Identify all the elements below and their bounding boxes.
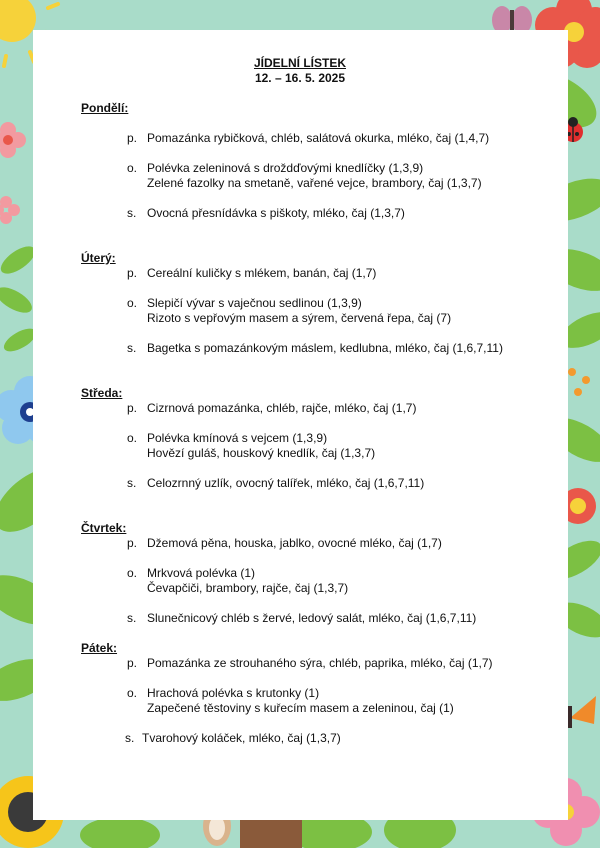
meal-line: Hrachová polévka s krutonky (1) [147,686,320,700]
flower-icon [0,122,26,158]
meal-letter: p. [127,401,138,415]
day-heading: Středa: [81,386,123,400]
meal-line: Cizrnová pomazánka, chléb, rajče, mléko, čaj (1,7) [147,401,417,415]
meal-letter: s. [127,476,137,490]
meal-line: Celozrnný uzlík, ovocný talířek, mléko, čaj (1,6,7,11) [147,476,425,490]
meal-letter: p. [127,266,138,280]
meal-line: Pomazánka rybičková, chléb, salátová okurka, mléko, čaj (1,4,7) [147,131,490,145]
meal-letter: o. [127,566,138,580]
meal-line: Rizoto s vepřovým masem a sýrem, červená řepa, čaj (7) [147,311,452,325]
meal-line: Slepičí vývar s vaječnou sedlinou (1,3,9) [147,296,362,310]
meal-letter: s. [125,731,135,745]
meal-line: Bagetka s pomazánkovým máslem, kedlubna, mléko, čaj (1,6,7,11) [147,341,503,355]
meal-line: Pomazánka ze strouhaného sýra, chléb, paprika, mléko, čaj (1,7) [147,656,493,670]
meal-line: Ovocná přesnídávka s piškoty, mléko, čaj (1,3,7) [147,206,405,220]
meal-line: Čevapčiči, brambory, rajče, čaj (1,3,7) [147,581,349,595]
meal-letter: o. [127,686,138,700]
meal-letter: p. [127,131,138,145]
meal-letter: p. [127,536,138,550]
meal-letter: p. [127,656,138,670]
day-heading: Pondělí: [81,101,129,115]
meal-letter: o. [127,161,138,175]
menu-title: JÍDELNÍ LÍSTEK [253,56,346,70]
meal-line: Zelené fazolky na smetaně, vařené vejce, brambory, čaj (1,3,7) [147,176,482,190]
day-heading: Úterý: [81,251,116,265]
meal-letter: s. [127,341,137,355]
meal-letter: s. [127,206,137,220]
meal-letter: s. [127,611,137,625]
day-heading: Pátek: [81,641,118,655]
meal-letter: o. [127,431,138,445]
meal-line: Zapečené těstoviny s kuřecím masem a zeleninou, čaj (1) [147,701,454,715]
meal-line: Tvarohový koláček, mléko, čaj (1,3,7) [142,731,341,745]
meal-line: Džemová pěna, houska, jablko, ovocné mléko, čaj (1,7) [147,536,442,550]
meal-line: Polévka zeleninová s droždďovými knedlíčky (1,3,9) [147,161,424,175]
flower-icon [568,368,590,396]
flower-icon [0,196,20,224]
meal-line: Mrkvová polévka (1) [147,566,256,580]
meal-line: Slunečnicový chléb s žervé, ledový salát, mléko, čaj (1,6,7,11) [147,611,477,625]
meal-letter: o. [127,296,138,310]
meal-line: Polévka kmínová s vejcem (1,3,9) [147,431,328,445]
meal-line: Cereální kuličky s mlékem, banán, čaj (1,7) [147,266,377,280]
menu-dates: 12. – 16. 5. 2025 [254,71,346,85]
day-heading: Čtvrtek: [81,521,127,535]
meal-line: Hovězí guláš, houskový knedlík, čaj (1,3,7) [147,446,376,460]
